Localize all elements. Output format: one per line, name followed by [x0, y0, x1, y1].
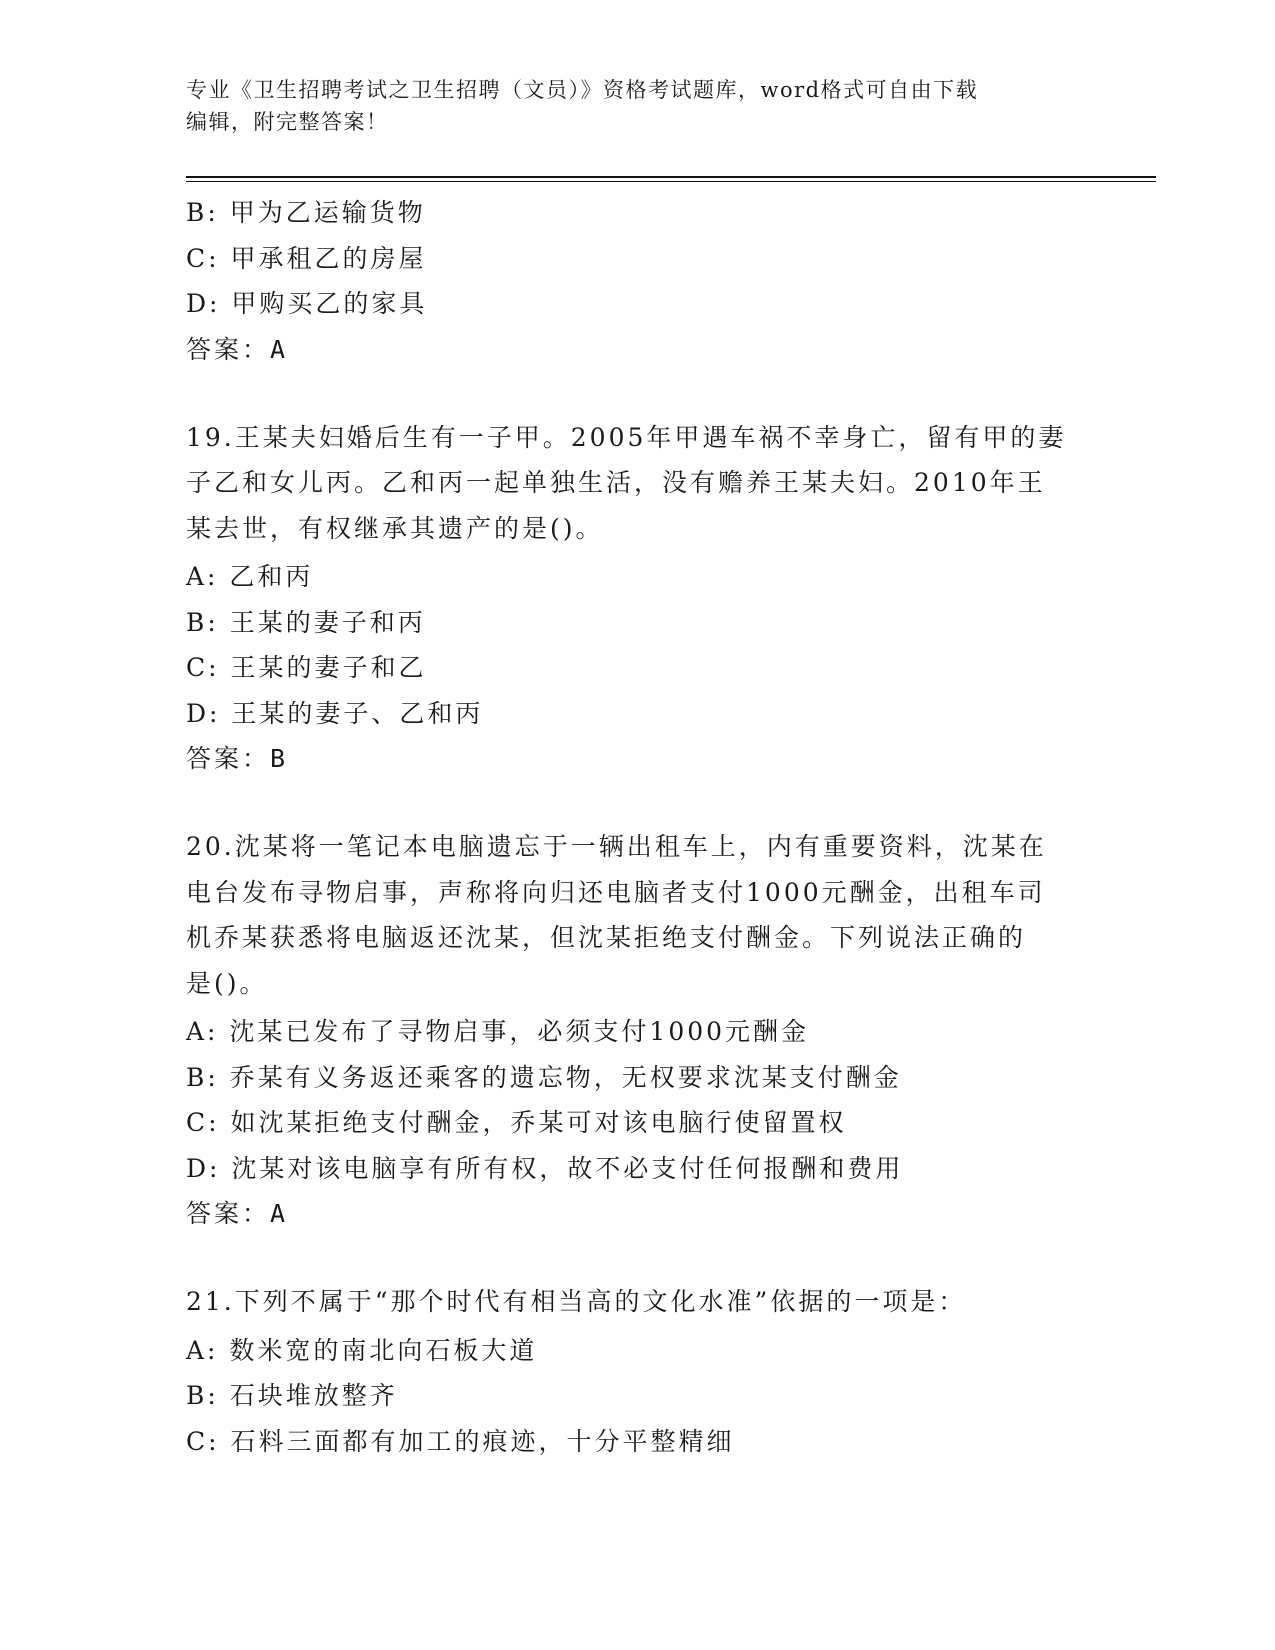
answer-label: 答案： [186, 744, 271, 773]
document-header [186, 74, 1086, 138]
question-text-line: 21.下列不属于“那个时代有相当高的文化水准”依据的一项是： [186, 1287, 967, 1316]
option-b: B: 王某的妻子和丙 [186, 607, 426, 637]
question-text-line: 子乙和女儿丙。乙和丙一起单独生活，没有赡养王某夫妇。2010年王 [186, 468, 1046, 497]
option-d: D: 王某的妻子、乙和丙 [186, 698, 484, 728]
question-text-line: 机乔某获悉将电脑返还沈某，但沈某拒绝支付酬金。下列说法正确的 [186, 923, 1027, 952]
question-text-line: 某去世，有权继承其遗产的是()。 [186, 513, 604, 543]
option-d: D: 甲购买乙的家具 [186, 289, 428, 318]
option-b: B: 甲为乙运输货物 [186, 198, 426, 227]
answer-line [186, 327, 1076, 373]
answer-value: A [270, 334, 289, 364]
option-a: A: 乙和丙 [186, 562, 314, 591]
question-18-continuation [186, 190, 1076, 372]
option-a: A: 沈某已发布了寻物启事，必须支付1000元酬金 [186, 1017, 810, 1046]
answer-value: A [270, 1199, 289, 1228]
answer-label: 答案： [186, 334, 271, 364]
option-c: C: 甲承租乙的房屋 [186, 243, 427, 273]
answer-line [186, 1191, 1076, 1237]
question-21 [186, 1282, 1076, 1464]
option-d: D: 沈某对该电脑享有所有权，故不必支付任何报酬和费用 [186, 1153, 904, 1183]
header-line-1: 专业《卫生招聘考试之卫生招聘（文员）》资格考试题库，word格式可自由下载 [186, 78, 979, 102]
question-text-line: 19.王某夫妇婚后生有一子甲。2005年甲遇车祸不幸身亡，留有甲的妻 [186, 422, 1067, 452]
question-19 [186, 418, 1076, 782]
header-divider-thin [186, 181, 1156, 182]
question-text-line: 是()。 [186, 968, 268, 998]
option-c: C: 王某的妻子和乙 [186, 653, 427, 682]
spacer [186, 372, 1076, 418]
answer-label: 答案： [186, 1199, 271, 1228]
question-text-line: 20.沈某将一笔记本电脑遗忘于一辆出租车上，内有重要资料，沈某在 [186, 832, 1047, 861]
option-b: B: 石块堆放整齐 [186, 1381, 398, 1410]
spacer [186, 1237, 1076, 1283]
header-line-2: 编辑，附完整答案！ [186, 110, 389, 134]
question-20 [186, 827, 1076, 1237]
option-c: C: 石料三面都有加工的痕迹，十分平整精细 [186, 1426, 735, 1456]
question-content [186, 190, 1076, 1464]
option-a: A: 数米宽的南北向石板大道 [186, 1335, 538, 1365]
question-text-line: 电台发布寻物启事，声称将向归还电脑者支付1000元酬金，出租车司 [186, 877, 1046, 907]
option-b: B: 乔某有义务返还乘客的遗忘物，无权要求沈某支付酬金 [186, 1062, 902, 1092]
answer-line [186, 736, 1076, 782]
answer-value: B [270, 744, 289, 773]
option-c: C: 如沈某拒绝支付酬金，乔某可对该电脑行使留置权 [186, 1108, 847, 1137]
header-divider-thick [186, 176, 1156, 178]
spacer [186, 782, 1076, 828]
